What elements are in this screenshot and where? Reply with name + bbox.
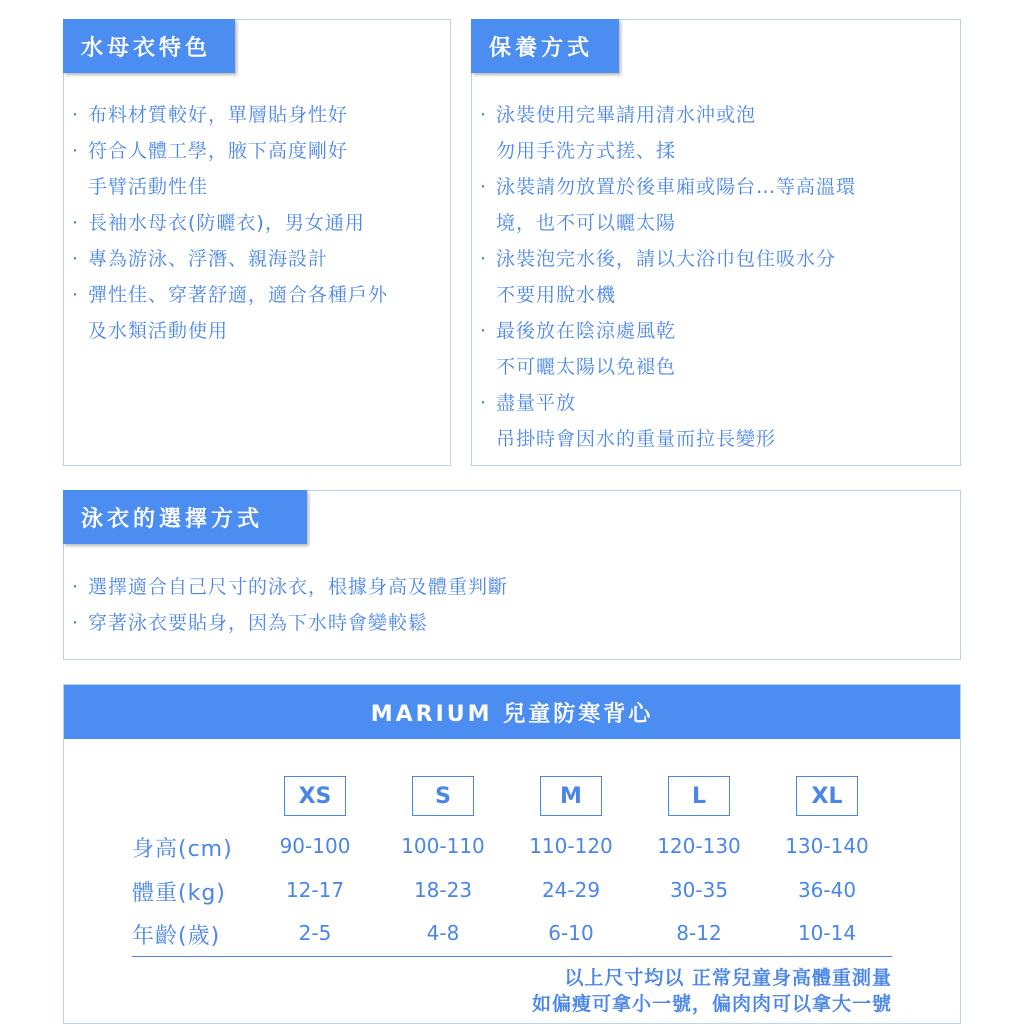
bullet-dot: · <box>72 612 80 634</box>
choose-item <box>72 569 508 605</box>
features-item <box>72 205 388 241</box>
size-row-label: 年齡(歲) <box>132 924 221 949</box>
bullet-dot: · <box>72 576 80 598</box>
care-title: 保養方式 <box>471 19 619 73</box>
features-item <box>72 97 388 133</box>
bullet-dot: · <box>480 248 488 270</box>
care-item <box>480 313 856 349</box>
care-item <box>480 421 856 457</box>
features-item-text: 長袖水母衣(防曬衣)，男女通用 <box>88 212 365 234</box>
features-item <box>72 313 388 349</box>
size-value: 6-10 <box>548 921 594 945</box>
size-row-label: 體重(kg) <box>132 881 226 906</box>
features-item-text: 手臂活動性佳 <box>88 176 209 198</box>
size-label-m: M <box>540 776 602 816</box>
care-item-text: 泳裝泡完水後，請以大浴巾包住吸水分 <box>496 248 837 270</box>
care-item-text: 不可曬太陽以免褪色 <box>496 356 677 378</box>
care-item <box>480 241 856 277</box>
care-item-text: 最後放在陰涼處風乾 <box>496 320 677 342</box>
features-item <box>72 241 388 277</box>
size-value: 130-140 <box>785 834 869 858</box>
size-value: 30-35 <box>669 878 729 902</box>
care-item-text: 不要用脫水機 <box>496 284 617 306</box>
bullet-dot: · <box>72 248 80 270</box>
size-label-xl: XL <box>796 776 858 816</box>
bullet-dot: · <box>480 176 488 198</box>
features-item-text: 符合人體工學，腋下高度剛好 <box>88 140 349 162</box>
features-panel <box>63 19 451 466</box>
size-value: 18-23 <box>413 878 473 902</box>
bullet-dot: · <box>72 212 80 234</box>
size-label-s: S <box>412 776 474 816</box>
features-item <box>72 133 388 169</box>
choose-list <box>72 569 508 641</box>
care-item-text: 勿用手洗方式搓、揉 <box>496 140 677 162</box>
size-value: 12-17 <box>285 878 345 902</box>
care-item <box>480 169 856 205</box>
bullet-dot: · <box>72 140 80 162</box>
care-item <box>480 97 856 133</box>
size-row-label: 身高(cm) <box>132 837 233 862</box>
care-item <box>480 133 856 169</box>
size-note-2: 如偏瘦可拿小一號，偏肉肉可以拿大一號 <box>531 993 892 1015</box>
features-item-text: 布料材質較好，單層貼身性好 <box>88 104 349 126</box>
size-value: 120-130 <box>657 834 741 858</box>
size-value: 4-8 <box>426 921 460 945</box>
choose-item-text: 穿著泳衣要貼身，因為下水時會變較鬆 <box>88 612 429 634</box>
care-item <box>480 349 856 385</box>
size-note-1: 以上尺寸均以 正常兒童身高體重測量 <box>564 967 892 989</box>
features-item-text: 彈性佳、穿著舒適，適合各種戶外 <box>88 284 389 306</box>
features-item <box>72 277 388 313</box>
size-divider <box>132 956 892 957</box>
size-value: 10-14 <box>797 921 857 945</box>
choose-item <box>72 605 508 641</box>
care-item-text: 泳裝請勿放置於後車廂或陽台…等高溫環 <box>496 176 857 198</box>
choose-title: 泳衣的選擇方式 <box>63 490 307 544</box>
care-panel <box>471 19 961 466</box>
size-value: 100-110 <box>401 834 485 858</box>
size-label-l: L <box>668 776 730 816</box>
care-item-text: 吊掛時會因水的重量而拉長變形 <box>496 428 777 450</box>
care-item <box>480 205 856 241</box>
care-list <box>480 97 856 457</box>
size-value: 90-100 <box>279 834 351 858</box>
size-chart-panel <box>63 684 961 1024</box>
choose-panel <box>63 490 961 660</box>
size-value: 36-40 <box>797 878 857 902</box>
bullet-dot: · <box>480 320 488 342</box>
care-item <box>480 277 856 313</box>
bullet-dot: · <box>480 104 488 126</box>
size-chart-title: MARIUM 兒童防寒背心 <box>64 685 960 739</box>
features-item <box>72 169 388 205</box>
size-label-xs: XS <box>284 776 346 816</box>
size-value: 110-120 <box>529 834 613 858</box>
size-value: 2-5 <box>298 921 332 945</box>
bullet-dot: · <box>72 284 80 306</box>
bullet-dot: · <box>72 104 80 126</box>
features-title: 水母衣特色 <box>63 19 235 73</box>
bullet-dot: · <box>480 392 488 414</box>
features-item-text: 專為游泳、浮潛、親海設計 <box>88 248 329 270</box>
size-value: 24-29 <box>541 878 601 902</box>
care-item <box>480 385 856 421</box>
choose-item-text: 選擇適合自己尺寸的泳衣，根據身高及體重判斷 <box>88 576 509 598</box>
care-item-text: 境，也不可以曬太陽 <box>496 212 677 234</box>
care-item-text: 泳裝使用完畢請用清水沖或泡 <box>496 104 757 126</box>
features-list <box>72 97 388 349</box>
features-item-text: 及水類活動使用 <box>88 320 229 342</box>
care-item-text: 盡量平放 <box>496 392 577 414</box>
size-value: 8-12 <box>676 921 722 945</box>
